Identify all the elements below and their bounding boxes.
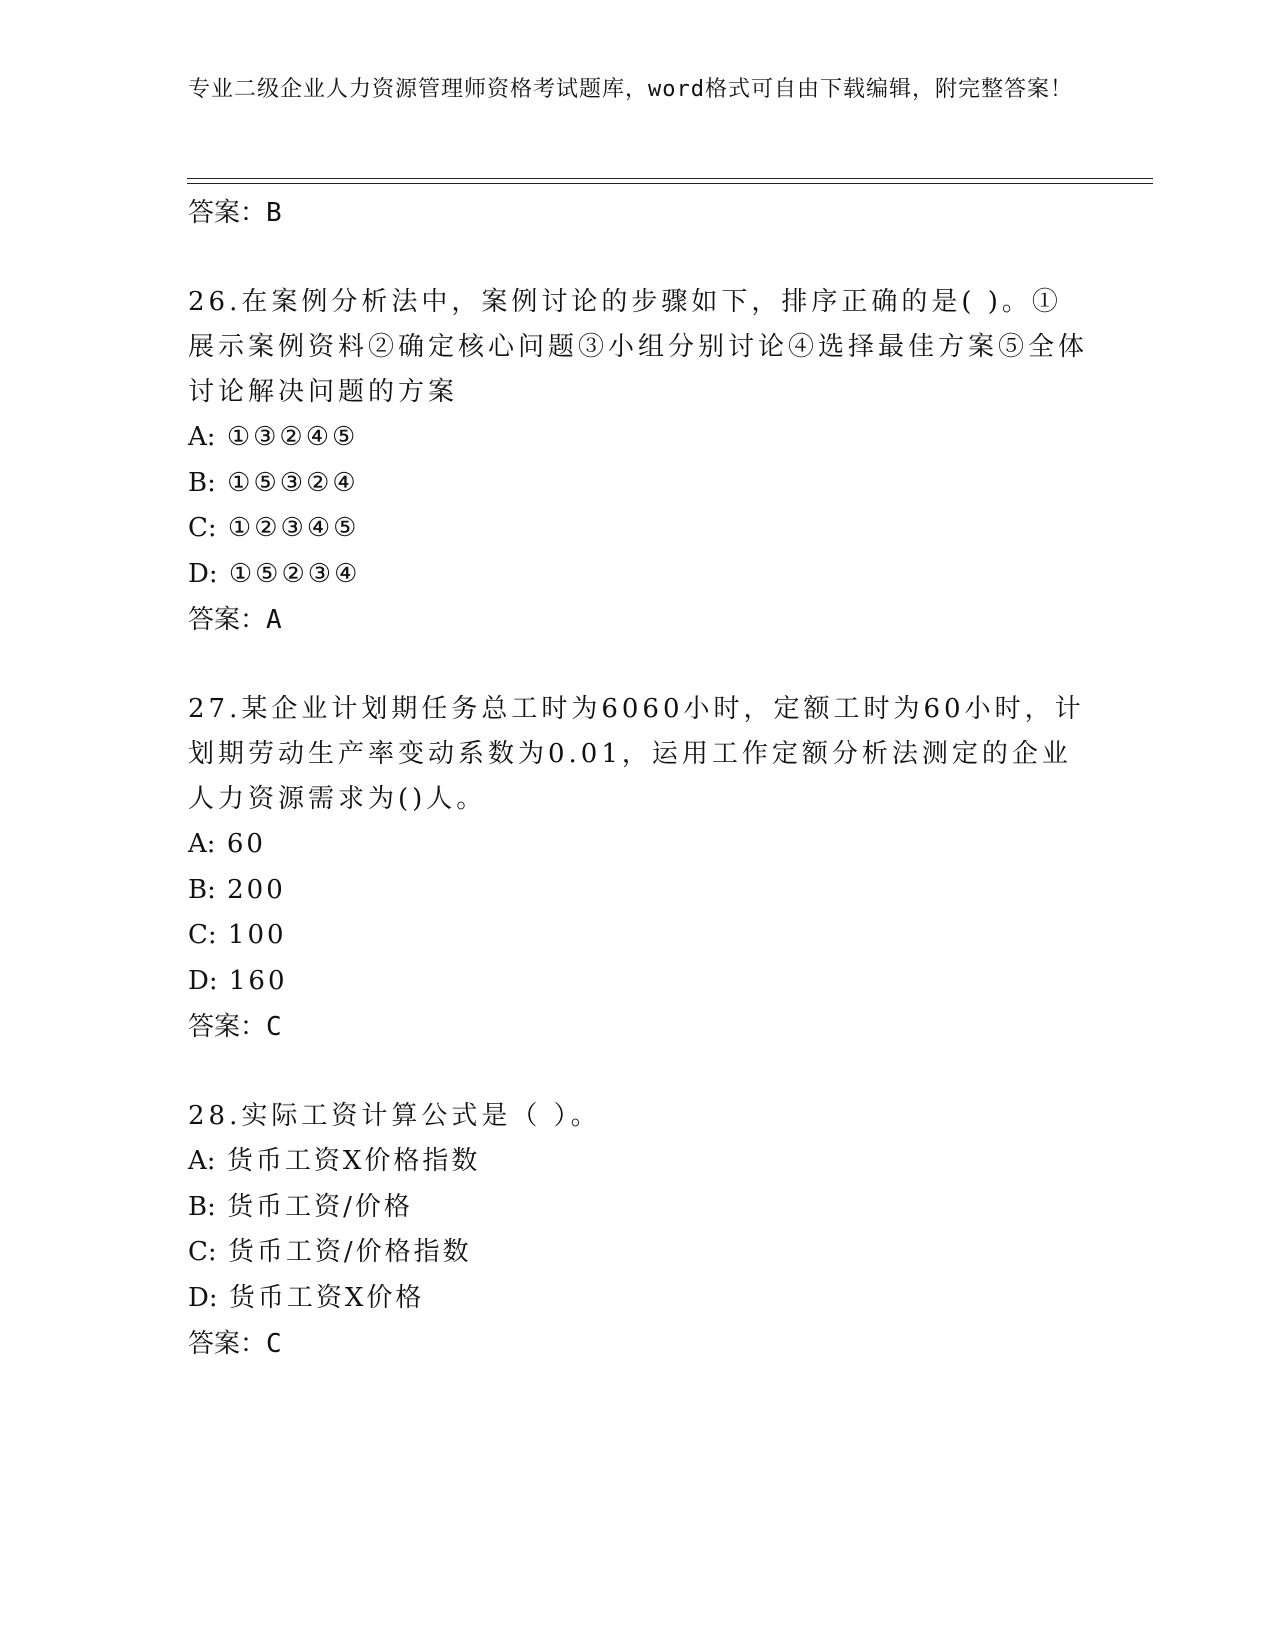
option-key: B: [188,1191,216,1222]
answer-line: 答案：C [188,1329,282,1359]
option-a [188,822,1088,868]
option-d [188,552,1088,598]
option-key: C: [188,1237,217,1267]
option-d [188,1276,1088,1322]
option-a [188,1139,1088,1185]
option-text: ①②③④⑤ [227,513,360,543]
question-stem: 28.实际工资计算公式是（ ）。 [188,1101,601,1131]
option-key: A: [188,422,216,452]
option-text: ①⑤③②④ [227,467,359,498]
header-rule-bottom [187,183,1153,184]
option-c [188,1230,1088,1276]
option-text: 200 [227,874,286,905]
option-text: ①③②④⑤ [226,422,359,452]
option-text: 160 [228,965,288,996]
option-key: A: [188,829,216,859]
option-key: B: [188,874,216,905]
answer-line: 答案：C [188,1012,282,1042]
answer-line: 答案：B [188,198,282,228]
option-key: C: [188,513,217,543]
header-rule-top [187,178,1153,179]
question-27 [188,687,1088,1050]
option-b [188,1185,1088,1231]
option-a [188,415,1088,461]
option-key: D: [188,965,218,996]
option-text: 100 [227,920,287,950]
question-stem: 27.某企业计划期任务总工时为6060小时，定额工时为60小时，计划期劳动生产率变动系数为0.01，运用工作定额分析法测定的企业人力资源需求为()人。 [188,694,1085,814]
option-d [188,959,1088,1005]
option-key: A: [188,1146,216,1176]
document-header: 专业二级企业人力资源管理师资格考试题库，word格式可自由下载编辑，附完整答案！ [188,77,1073,102]
option-text: 60 [226,829,266,859]
option-b [188,461,1088,507]
question-stem: 26.在案例分析法中，案例讨论的步骤如下，排序正确的是( )。①展示案例资料②确定核心问题③小组分别讨论④选择最佳方案⑤全体讨论解决问题的方案 [188,287,1089,407]
document-body [188,190,1088,1367]
option-key: B: [188,467,216,498]
question-26 [188,280,1088,643]
option-text: 货币工资/价格指数 [227,1237,472,1267]
option-b [188,868,1088,914]
option-key: C: [188,920,217,950]
option-c [188,913,1088,959]
answer-line: 答案：A [188,605,282,635]
option-key: D: [188,558,218,589]
question-28 [188,1094,1088,1367]
option-text: 货币工资/价格 [227,1191,413,1222]
option-text: 货币工资X价格 [228,1282,425,1313]
option-c [188,506,1088,552]
option-text: ①⑤②③④ [228,558,361,589]
option-text: 货币工资X价格指数 [226,1146,481,1176]
option-key: D: [188,1282,218,1313]
